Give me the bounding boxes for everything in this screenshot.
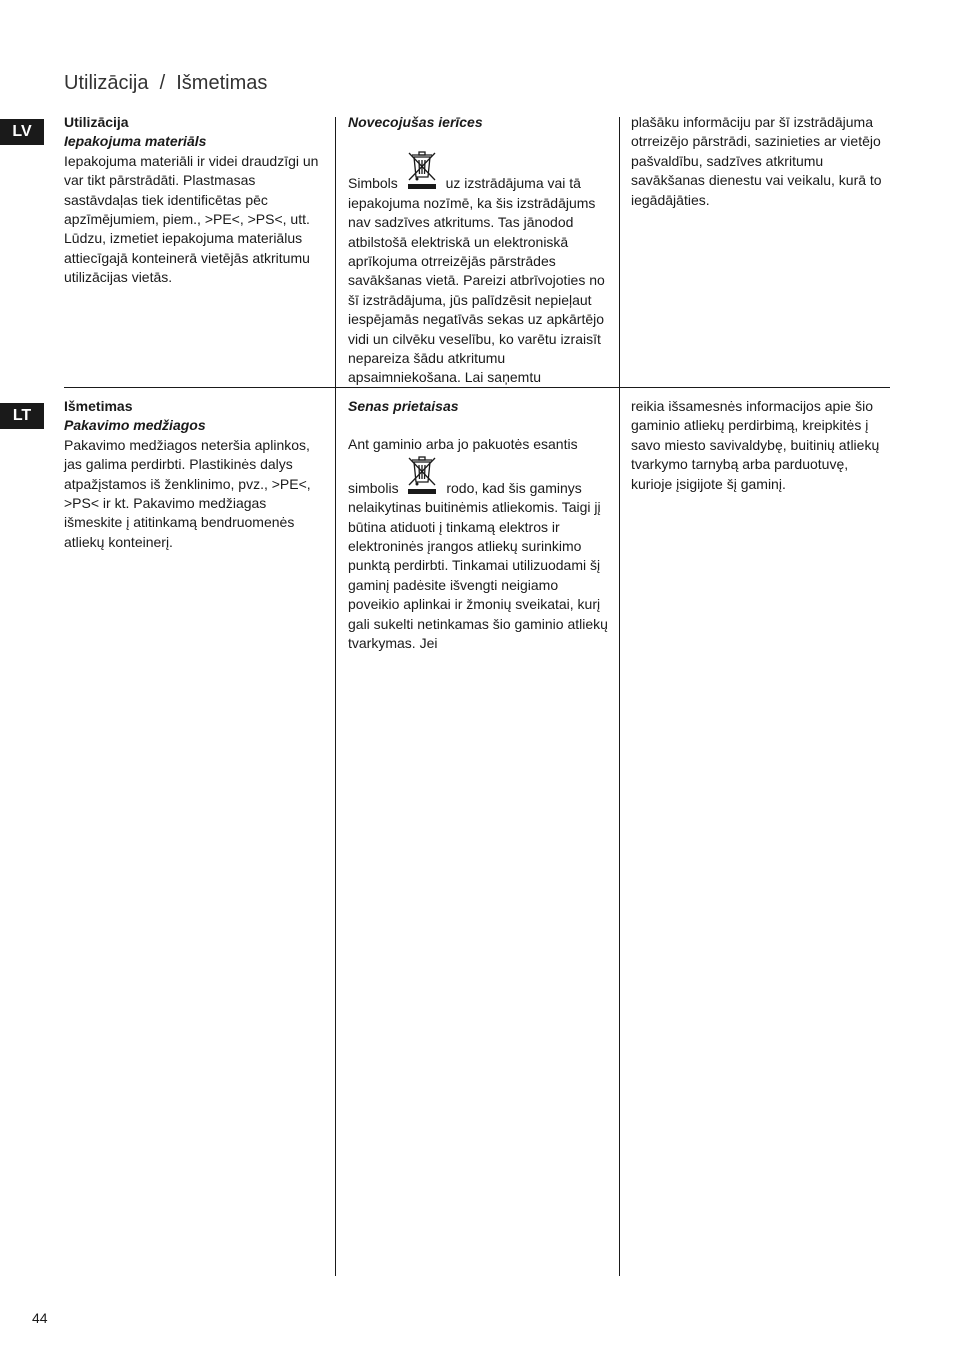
lv-column-2 xyxy=(348,113,608,388)
lt-symbol-label: simbolis xyxy=(348,479,399,496)
crossed-out-wheelie-bin-icon xyxy=(406,150,438,190)
lt-packaging-subheading: Pakavimo medžiagos xyxy=(64,417,206,434)
lv-heading: Utilizācija xyxy=(64,114,129,130)
lv-packaging-subheading: Iepakojuma materiāls xyxy=(64,133,207,150)
lt-packaging-text: Pakavimo medžiagos neteršia aplinkos, jas galima perdirbti. Plastikinės dalys atpažįstamos iš ženklinimo, pvz., >PE<, >PS< ir kt. Pakavimo medžiagas išmeskite į atitinkamą bendruomenės atliekų konteinerį. xyxy=(64,436,311,550)
lt-column-1 xyxy=(64,397,324,552)
lt-column-2 xyxy=(348,397,608,653)
page-number: 44 xyxy=(32,1310,48,1326)
language-tab-lt: LT xyxy=(0,403,44,429)
lt-continuation-text: reikia išsamesnės informacijos apie šio gaminio atliekų perdirbimą, kreipkitės į savo miesto savivaldybę, buitinių atliekų tvarkymo tarnybą arba parduotuvę, kurioje įsigijote šį gaminį. xyxy=(631,398,880,492)
lv-continuation-text: plašāku informāciju par šī izstrādājuma otrreizējo pārstrādi, sazinieties ar vietējo pašvaldību, sadzīves atkritumu savākšanas dienestu vai veikalu, kurā to iegādājāties. xyxy=(631,114,882,208)
lv-packaging-text: Iepakojuma materiāli ir videi draudzīgi un var tikt pārstrādāti. Plastmasas sastāvdaļas tiek identificētas pēc apzīmējumiem, piem., >PE<, >PS<, utt. Lūdzu, izmetiet iepakojuma materiālus attiecīgajā konteinerā vietējās atkritumu utilizācijas vietās. xyxy=(64,152,319,286)
lv-old-devices-text xyxy=(348,150,608,387)
lv-old-devices-subheading: Novecojušas ierīces xyxy=(348,114,483,130)
crossed-out-wheelie-bin-icon xyxy=(406,455,438,495)
lt-old-device-subheading: Senas prietaisas xyxy=(348,398,459,414)
lt-old-device-body: rodo, kad šis gaminys nelaikytinas buitinėmis atliekomis. Taigi jį būtina atiduoti į tinkamą elektros ir elektroninės įrangos atliekų surinkimo punktą perdirbti. Tinkamai utilizuodami šį gaminį padėsite išvengti neigiamo poveikio aplinkai ir žmonių sveikatai, kurį gali sukelti netinkamas šio gaminio atliekų tvarkymas. Jei xyxy=(348,479,608,652)
page-title: Utilizācija / Išmetimas xyxy=(64,72,268,94)
column-divider-1 xyxy=(335,117,336,1276)
lt-column-3 xyxy=(631,397,893,494)
lv-column-1 xyxy=(64,113,324,288)
lv-old-devices-body: uz izstrādājuma vai tā iepakojuma nozīmē, ka šis izstrādājums nav sadzīves atkritums. Tas jānodod atbilstošā elektriskā un elektroniskā aprīkojuma otrreizējās pārstrādes savākšanas vietā. Pareizi atbrīvojoties no šī izstrādājuma, jūs palīdzēsit nepieļaut iespējamās negatīvās sekas uz apkārtējo vidi un cilvēku veselību, ko varētu izraisīt nepareiza šādu atkritumu apsaimniekošana. Lai saņemtu xyxy=(348,175,605,386)
lv-symbol-label: Simbols xyxy=(348,175,398,192)
lv-column-3 xyxy=(631,113,893,210)
lt-old-device-text xyxy=(348,455,608,654)
column-divider-2 xyxy=(619,117,620,1276)
lt-old-device-intro: Ant gaminio arba jo pakuotės esantis xyxy=(348,436,578,453)
language-tab-lv: LV xyxy=(0,119,44,145)
lt-heading: Išmetimas xyxy=(64,398,133,414)
